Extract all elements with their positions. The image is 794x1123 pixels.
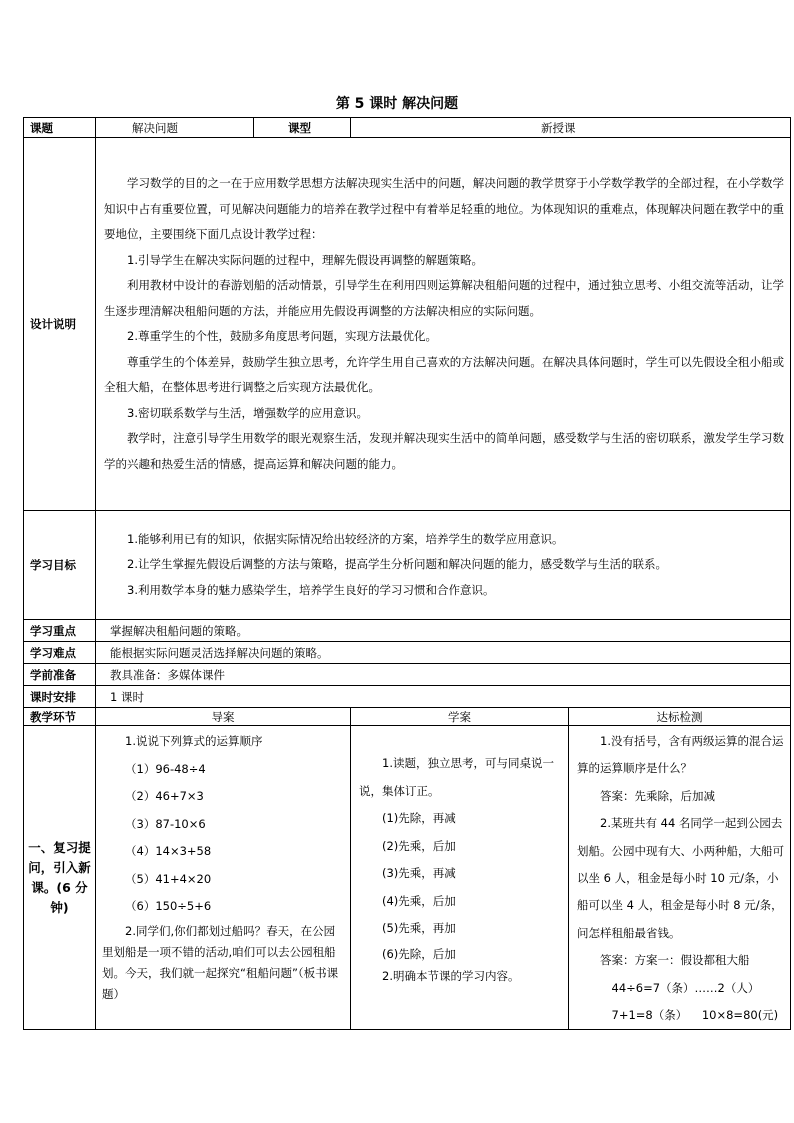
check-answer: 答案：方案一：假设都租大船	[600, 953, 750, 968]
row-process-header	[24, 708, 791, 726]
design-content	[96, 138, 791, 511]
goals-label: 学习目标	[24, 511, 96, 620]
design-paragraph: 2.尊重学生的个性，鼓励多角度思考问题，实现方法最优化。	[127, 329, 437, 343]
prep-label: 学前准备	[24, 664, 96, 686]
check-calc: 44÷6=7（条）……2（人）	[611, 980, 760, 995]
goal-item: 1.能够利用已有的知识，依据实际情况给出较经济的方案，培养学生的数学应用意识。	[127, 531, 564, 546]
design-paragraph: 教学时，注意引导学生用数学的眼光观察生活，发现并解决现实生活中的简单问题，感受数学与生活的密切联系，激发学生学习数学的兴趣和热爱生活的情感，提高运算和解决问题的能力。	[104, 431, 784, 471]
study-item: (5)先乘，再加	[382, 921, 456, 935]
check-question: 1.没有括号，含有两级运算的混合运算的运算顺序是什么？	[577, 734, 784, 776]
design-paragraph: 学习数学的目的之一在于应用数学思想方法解决现实生活中的问题，解决问题的教学贯穿于小学数学教学的全部过程，在小学数学知识中占有重要位置，可见解决问题能力的培养在教学过程中有着举足轻重的地位。为体现知识的重难点，体现解决问题在教学中的重要地位，主要围绕下面几点设计教学过程：	[104, 176, 784, 241]
row-topic	[24, 118, 791, 138]
row-design	[24, 138, 791, 511]
type-label: 课型	[254, 118, 351, 138]
guide-item: （4）14×3+58	[125, 844, 212, 858]
lesson-plan-table	[23, 117, 791, 1030]
study-item: (6)先除，后加	[382, 946, 456, 961]
study-item: (3)先乘，再减	[382, 866, 456, 880]
guide-item: （5）41+4×20	[125, 871, 212, 886]
check-answer: 答案：先乘除，后加减	[600, 788, 715, 803]
header-guide: 导案	[96, 708, 351, 726]
row-process-stage1	[24, 726, 791, 1030]
design-paragraph: 利用教材中设计的春游划船的活动情景，引导学生在利用四则运算解决租船问题的过程中，通过独立思考、小组交流等活动，让学生逐步理清解决租船问题的方法，并能应用先假设再调整的方法解决相应的实际问题。	[104, 278, 784, 318]
design-paragraph: 3.密切联系数学与生活，增强数学的应用意识。	[127, 405, 368, 420]
schedule-label: 课时安排	[24, 686, 96, 708]
row-difficulty	[24, 642, 791, 664]
process-label: 教学环节	[24, 708, 96, 726]
row-schedule	[24, 686, 791, 708]
topic-value: 解决问题	[96, 118, 254, 138]
check-content	[569, 726, 791, 1030]
key-value: 掌握解决租船问题的策略。	[96, 620, 791, 642]
difficulty-value: 能根据实际问题灵活选择解决问题的策略。	[96, 642, 791, 664]
goal-item: 3.利用数学本身的魅力感染学生，培养学生良好的学习习惯和合作意识。	[127, 582, 495, 597]
study-item: (2)先乘，后加	[382, 838, 456, 853]
guide-item: （6）150÷5+6	[125, 899, 212, 913]
guide-intro: 1.说说下列算式的运算顺序	[125, 734, 263, 748]
type-value: 新授课	[351, 118, 791, 138]
guide-content	[96, 726, 351, 1030]
check-question: 2.某班共有 44 名同学一起到公园去划船。公园中现有大、小两种船，大船可以坐 6 人，租金是每小时 10 元/条，小船可以坐 4 人，租金是每小时 8 元/条，问怎样租船最省钱。	[577, 816, 784, 940]
header-check: 达标检测	[569, 708, 791, 726]
header-study: 学案	[351, 708, 569, 726]
prep-value: 教具准备：多媒体课件	[96, 664, 791, 686]
design-label: 设计说明	[24, 138, 96, 511]
schedule-value: 1 课时	[96, 686, 791, 708]
study-item: (4)先乘，后加	[382, 893, 456, 908]
guide-item: （3）87-10×6	[125, 816, 206, 831]
topic-label: 课题	[24, 118, 96, 138]
study-content	[351, 726, 569, 1030]
study-end: 2.明确本节课的学习内容。	[382, 968, 520, 983]
guide-question: 2.同学们,你们都划过船吗？春天，在公园里划船是一项不错的活动,咱们可以去公园租船划。今天，我们就一起探究“租船问题”（板书课题）	[102, 923, 339, 1001]
key-label: 学习重点	[24, 620, 96, 642]
stage-label: 一、复习提问，引入新课。(6 分钟)	[24, 726, 96, 1030]
check-calc: 7+1=8（条） 10×8=80(元)	[611, 1008, 779, 1023]
row-goals	[24, 511, 791, 620]
study-item: (1)先除，再减	[382, 811, 456, 825]
difficulty-label: 学习难点	[24, 642, 96, 664]
row-key	[24, 620, 791, 642]
design-paragraph: 1.引导学生在解决实际问题的过程中，理解先假设再调整的解题策略。	[127, 252, 483, 267]
goals-content	[96, 511, 791, 620]
guide-item: （1）96-48÷4	[125, 761, 206, 776]
goal-item: 2.让学生掌握先假设后调整的方法与策略，提高学生分析问题和解决问题的能力，感受数学与生活的联系。	[127, 557, 667, 572]
page-title: 第 5 课时 解决问题	[335, 96, 459, 112]
guide-item: （2）46+7×3	[125, 789, 204, 803]
study-intro: 1.读题，独立思考，可与同桌说一说，集体订正。	[359, 756, 554, 798]
design-paragraph: 尊重学生的个体差异，鼓励学生独立思考，允许学生用自己喜欢的方法解决问题。在解决具体问题时，学生可以先假设全租小船或全租大船，在整体思考进行调整之后实现方法最优化。	[104, 354, 784, 394]
row-prep	[24, 664, 791, 686]
